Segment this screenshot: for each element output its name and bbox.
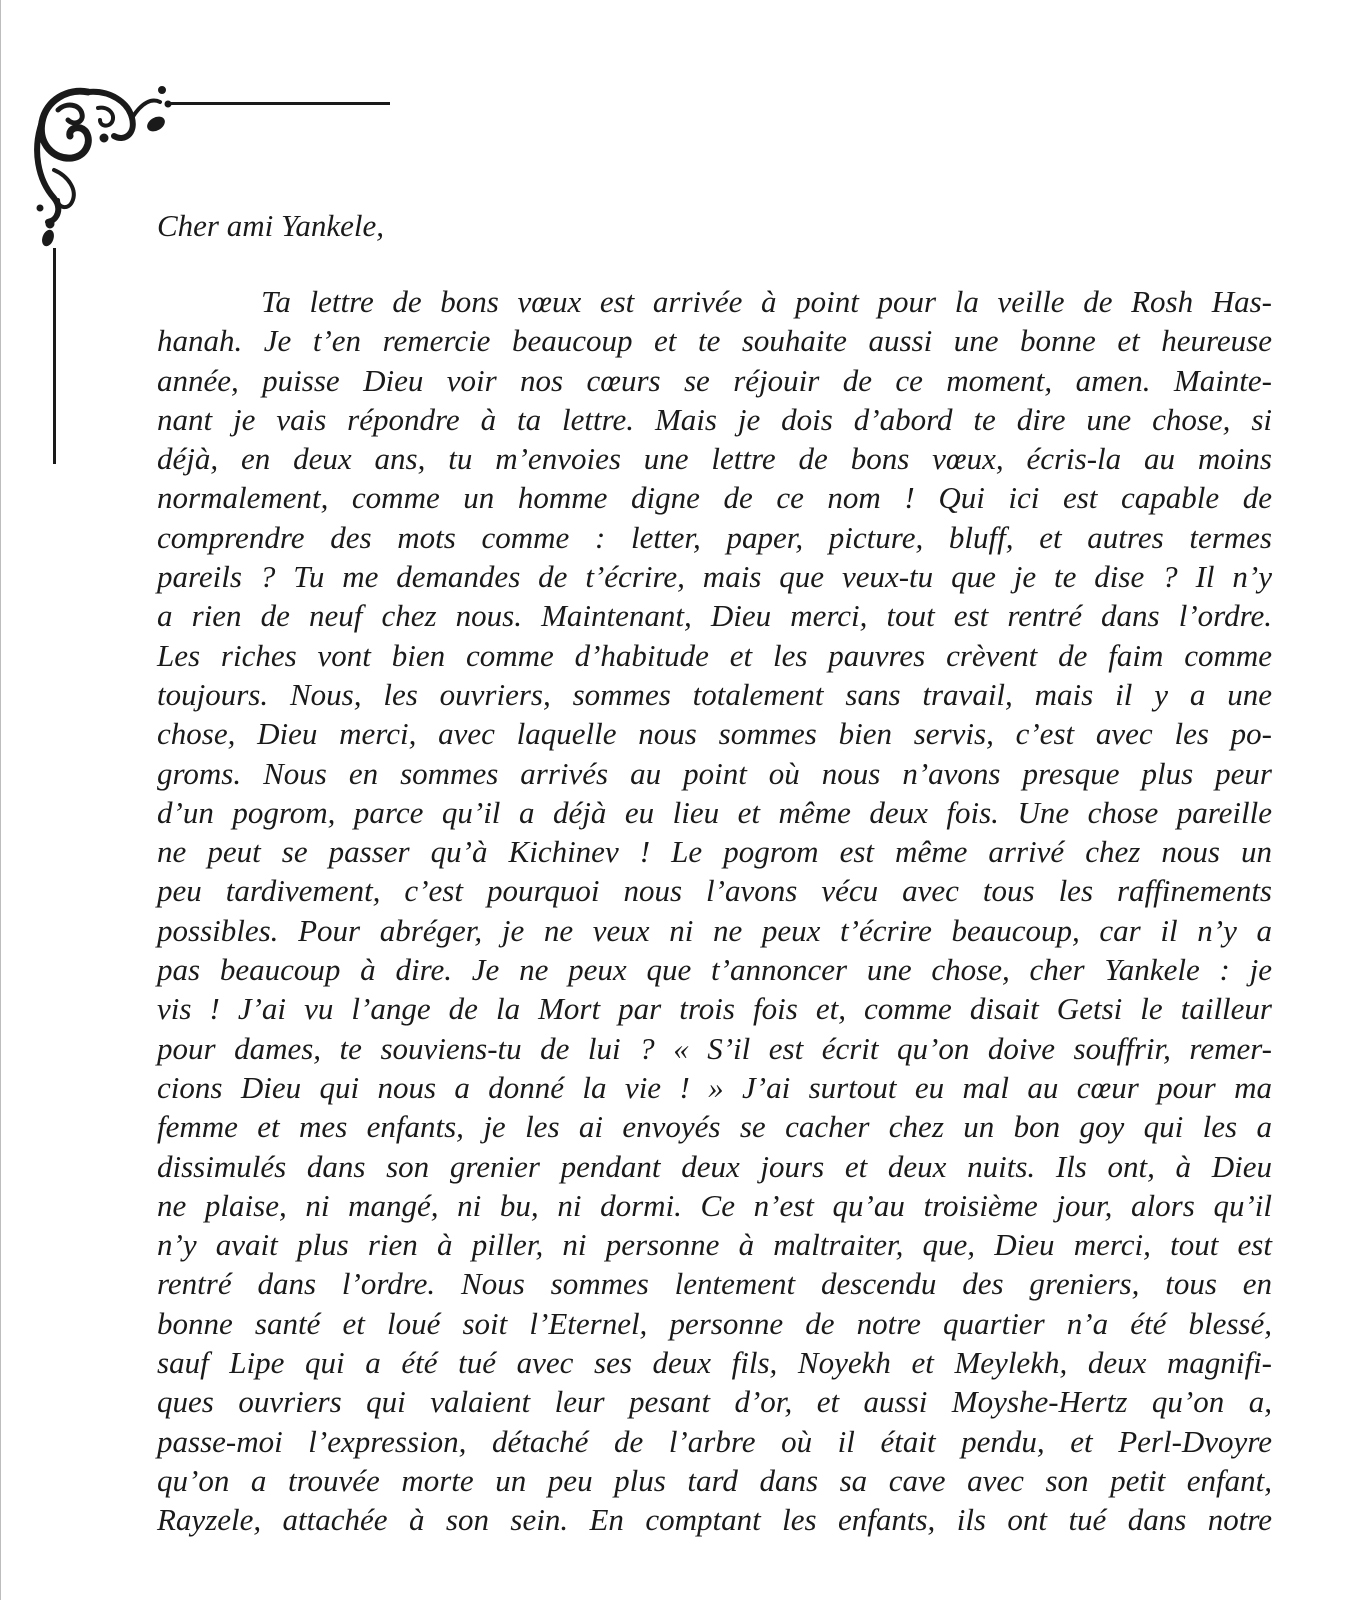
letter-line: Ta lettre de bons vœux est arrivée à point pour la veille de Rosh Has- [261, 284, 1272, 319]
letter-line: bonne santé et loué soit l’Eternel, personne de notre quartier n’a été blessé, [157, 1305, 1272, 1341]
letter-line: pareils ? Tu me demandes de t’écrire, mais que veux-tu que je te dise ? Il n’y [157, 559, 1272, 595]
letter-line: déjà, en deux ans, tu m’envoies une lettre de bons vœux, écris-la au moins [157, 441, 1272, 477]
letter-line: hanah. Je t’en remercie beaucoup et te souhaite aussi une bonne et heureuse [157, 323, 1272, 359]
letter-line: passe-moi l’expression, détaché de l’arbre où il était pendu, et Perl-Dvoyre [157, 1423, 1272, 1459]
top-rule [165, 102, 390, 105]
side-rule [53, 248, 56, 464]
letter-line: ne plaise, ni mangé, ni bu, ni dormi. Ce n’est qu’au troisième jour, alors qu’il [157, 1187, 1272, 1223]
letter-line: normalement, comme un homme digne de ce nom ! Qui ici est capable de [157, 480, 1272, 516]
letter-body [157, 282, 1272, 1540]
letter-line: chose, Dieu merci, avec laquelle nous sommes bien servis, c’est avec les po- [157, 716, 1272, 752]
letter-salutation: Cher ami Yankele, [157, 208, 385, 243]
letter-line: année, puisse Dieu voir nos cœurs se réjouir de ce moment, amen. Mainte- [157, 362, 1272, 398]
letter-line: ne peut se passer qu’à Kichinev ! Le pogrom est même arrivé chez nous un [157, 834, 1272, 870]
letter-line: rentré dans l’ordre. Nous sommes lentement descendu des greniers, tous en [157, 1266, 1272, 1302]
letter-line: pas beaucoup à dire. Je ne peux que t’annoncer une chose, cher Yankele : je [157, 952, 1272, 988]
letter-line: Les riches vont bien comme d’habitude et les pauvres crèvent de faim comme [157, 637, 1272, 673]
letter-line: vis ! J’ai vu l’ange de la Mort par trois fois et, comme disait Getsi le tailleur [157, 991, 1272, 1027]
letter-line: ques ouvriers qui valaient leur pesant d’or, et aussi Moyshe-Hertz qu’on a, [157, 1384, 1272, 1420]
letter-line: femme et mes enfants, je les ai envoyés se cacher chez un bon goy qui les a [157, 1109, 1272, 1145]
letter-line: groms. Nous en sommes arrivés au point où nous n’avons presque plus peur [157, 755, 1272, 791]
letter-line: n’y avait plus rien à piller, ni personne à maltraiter, que, Dieu merci, tout est [157, 1227, 1272, 1263]
letter-line: cions Dieu qui nous a donné la vie ! » J’ai surtout eu mal au cœur pour ma [157, 1069, 1272, 1105]
letter-line: qu’on a trouvée morte un peu plus tard dans sa cave avec son petit enfant, [157, 1462, 1272, 1498]
letter-line: dissimulés dans son grenier pendant deux jours et deux nuits. Ils ont, à Dieu [157, 1148, 1272, 1184]
letter-line: possibles. Pour abréger, je ne veux ni ne peux t’écrire beaucoup, car il n’y a [157, 912, 1272, 948]
letter-line: nant je vais répondre à ta lettre. Mais je dois d’abord te dire une chose, si [157, 401, 1272, 437]
letter-line: a rien de neuf chez nous. Maintenant, Dieu merci, tout est rentré dans l’ordre. [157, 598, 1272, 634]
letter-line: d’un pogrom, parce qu’il a déjà eu lieu et même deux fois. Une chose pareille [157, 794, 1272, 830]
letter-line: sauf Lipe qui a été tué avec ses deux fils, Noyekh et Meylekh, deux magnifi- [157, 1345, 1272, 1381]
letter-line: toujours. Nous, les ouvriers, sommes totalement sans travail, mais il y a une [157, 676, 1272, 712]
letter-line: peu tardivement, c’est pourquoi nous l’avons vécu avec tous les raffinements [157, 873, 1272, 909]
letter-line: Rayzele, attachée à son sein. En comptant les enfants, ils ont tué dans notre [157, 1502, 1272, 1538]
corner-flourish-icon [28, 80, 178, 250]
letter-line: comprendre des mots comme : letter, paper, picture, bluff, et autres termes [157, 519, 1272, 555]
page-edge [0, 0, 1, 1600]
letter-line: pour dames, te souviens-tu de lui ? « S’il est écrit qu’on doive souffrir, remer- [157, 1030, 1272, 1066]
